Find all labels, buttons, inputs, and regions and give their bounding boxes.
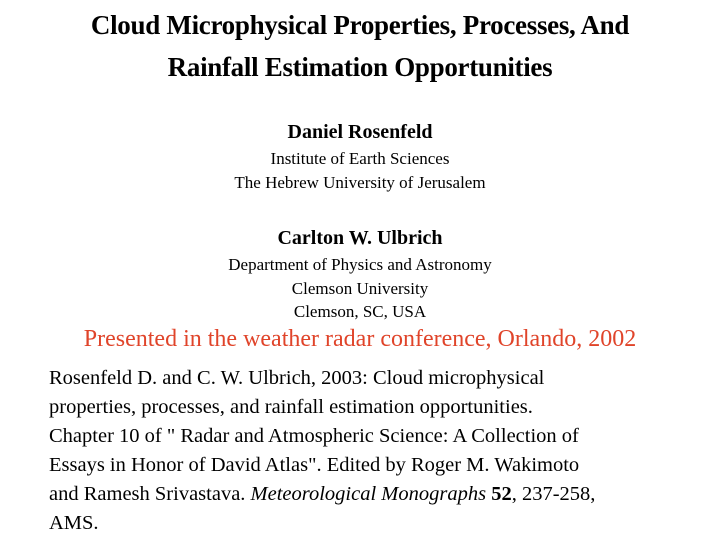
author-2-name: Carlton W. Ulbrich — [277, 227, 443, 249]
author-2-affiliation-1: Department of Physics and Astronomy — [228, 255, 492, 274]
title-line-2: Rainfall Estimation Opportunities — [167, 52, 553, 82]
author-1-name: Daniel Rosenfeld — [287, 121, 433, 143]
journal-name: Meteorological Monographs — [250, 483, 487, 505]
citation — [49, 364, 719, 538]
citation-line: Chapter 10 of " Radar and Atmospheric Science: A Collection of — [49, 425, 579, 447]
presented-note: Presented in the weather radar conference, Orlando, 2002 — [83, 326, 637, 352]
citation-text: and Ramesh Srivastava. — [49, 483, 251, 505]
author-2-affiliation-3: Clemson, SC, USA — [293, 302, 427, 321]
author-2-affiliation-2: Clemson University — [291, 279, 429, 298]
citation-line: Essays in Honor of David Atlas". Edited by Roger M. Wakimoto — [49, 454, 580, 476]
citation-line — [49, 480, 719, 509]
author-1-affiliation-2: The Hebrew University of Jerusalem — [234, 173, 486, 192]
citation-line: Rosenfeld D. and C. W. Ulbrich, 2003: Cloud microphysical — [49, 367, 545, 389]
title-line-1: Cloud Microphysical Properties, Processes, And — [90, 10, 630, 40]
citation-line: AMS. — [49, 512, 99, 534]
author-1-affiliation-1: Institute of Earth Sciences — [270, 149, 450, 168]
volume-number: 52 — [491, 483, 512, 505]
page-range: , 237-258, — [511, 483, 596, 505]
citation-line: properties, processes, and rainfall estimation opportunities. — [49, 396, 533, 418]
